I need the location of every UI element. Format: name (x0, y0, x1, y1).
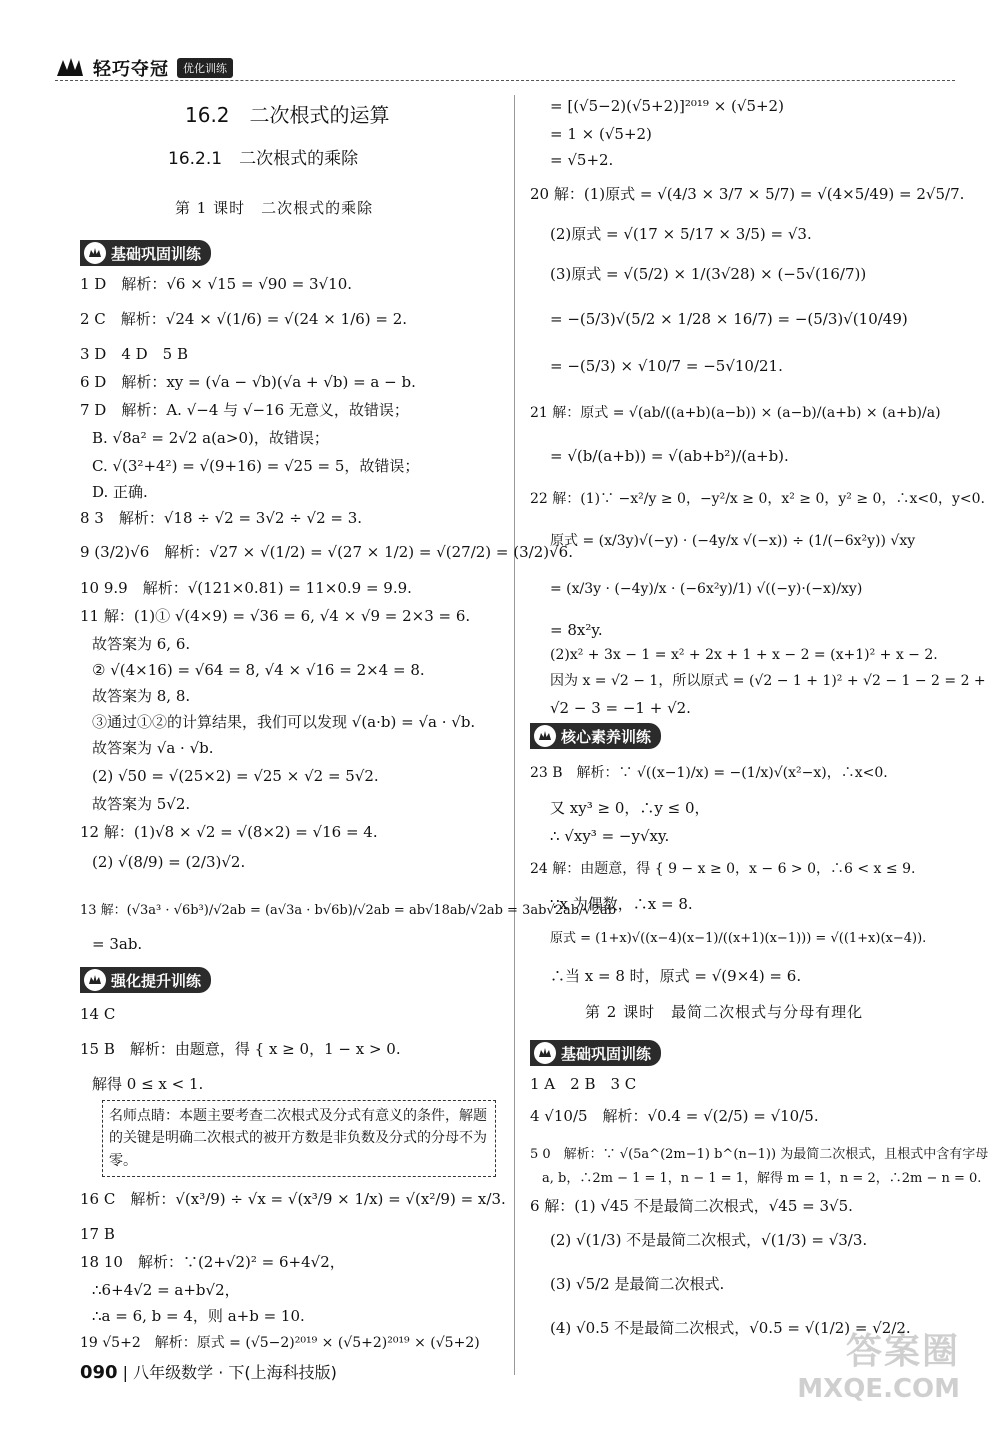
answer-line: 23 B 解析：∵ √((x−1)/x) = −(1/x)√(x²−x)，∴x<0. (530, 765, 888, 781)
answer-line: ∴6+4√2 = a+b√2， (92, 1281, 240, 1299)
answer-line: a, b，∴2m − 1 = 1，n − 1 = 1，解得 m = 1，n = 2，∴2m − n = 0. (542, 1171, 982, 1186)
answer-line: 故答案为 8, 8. (92, 687, 191, 705)
answer-line: 6 D 解析：xy = (√a − √b)(√a + √b) = a − b. (80, 373, 416, 391)
answer-line: 1 A 2 B 3 C (530, 1075, 637, 1093)
lesson-title: 第 2 课时 最简二次根式与分母有理化 (585, 1003, 864, 1021)
answer-line: 16 C 解析：√(x³/9) ÷ √x = √(x³/9 × 1/x) = √(x²/9) = x/3. (80, 1190, 506, 1208)
answer-line: = −(5/3) × √10/7 = −5√10/21. (550, 357, 783, 375)
crown-icon (84, 242, 106, 264)
tip-note-box: 名师点睛：本题主要考查二次根式及分式有意义的条件，解题的关键是明确二次根式的被开方数是非负数及分式的分母不为零。 (102, 1100, 496, 1177)
banner-label: 强化提升训练 (111, 971, 202, 990)
answer-line: (2)原式 = √(17 × 5/17 × 3/5) = √3. (550, 225, 812, 243)
answer-line: 19 √5+2 解析：原式 = (√5−2)²⁰¹⁹ × (√5+2)²⁰¹⁹ × (√5+2) (80, 1335, 480, 1351)
answer-line: 21 解：原式 = √(ab/((a+b)(a−b)) × (a−b)/(a+b) × (a+b)/a) (530, 405, 941, 421)
page-number: 090 (80, 1362, 118, 1383)
banner-label: 基础巩固训练 (111, 244, 202, 263)
answer-line: 10 9.9 解析：√(121×0.81) = 11×0.9 = 9.9. (80, 579, 412, 597)
answer-line: ∴a = 6, b = 4，则 a+b = 10. (92, 1307, 305, 1325)
answer-line: √2 − 3 = −1 + √2. (550, 699, 691, 717)
answer-line: (2)x² + 3x − 1 = x² + 2x + 1 + x − 2 = (x+1)² + x − 2. (550, 647, 938, 663)
answer-line: 15 B 解析：由题意，得 { x ≥ 0，1 − x > 0. (80, 1040, 401, 1058)
answer-line: 因为 x = √2 − 1，所以原式 = (√2 − 1 + 1)² + √2 − 1 − 2 = 2 + (550, 673, 986, 689)
answer-line: = √(b/(a+b)) = √(ab+b²)/(a+b). (550, 447, 789, 465)
answer-line: 18 10 解析：∵(2+√2)² = 6+4√2， (80, 1253, 345, 1271)
answer-line: ② √(4×16) = √64 = 8, √4 × √16 = 2×4 = 8. (92, 661, 425, 679)
answer-line: 9 (3/2)√6 解析：√27 × √(1/2) = √(27 × 1/2) = √(27/2) = (3/2)√6. (80, 543, 573, 561)
site-watermark (797, 1323, 960, 1404)
column-divider (514, 95, 515, 1375)
answer-line: (2) √50 = √(25×2) = √25 × √2 = 5√2. (92, 767, 379, 785)
crown-icon (534, 725, 556, 747)
footer-separator: | (122, 1363, 134, 1382)
page-footer (80, 1360, 337, 1383)
subsection-title: 16.2.1 二次根式的乘除 (168, 149, 359, 169)
answer-line: = −(5/3)√(5/2 × 1/28 × 16/7) = −(5/3)√(10/49) (550, 310, 908, 328)
answer-line: 3 D 4 D 5 B (80, 345, 189, 363)
brand-logo-icon (55, 56, 85, 80)
brand-name: 轻巧夺冠 (93, 59, 169, 80)
answer-line: 故答案为 5√2. (92, 795, 191, 813)
answer-line: = 3ab. (92, 935, 143, 953)
answer-line: B. √8a² = 2√2 a(a>0)，故错误； (92, 429, 329, 447)
answer-line: (2) √(1/3) 不是最简二次根式，√(1/3) = √3/3. (550, 1231, 868, 1249)
watermark-url: MXQE.COM (797, 1374, 960, 1404)
banner-core-literacy (530, 723, 661, 749)
answer-line: 14 C (80, 1005, 116, 1023)
answer-line: ∴当 x = 8 时，原式 = √(9×4) = 6. (550, 967, 802, 985)
header-rule (55, 80, 955, 81)
banner-basic-training (80, 240, 211, 266)
answer-line: 7 D 解析：A. √−4 与 √−16 无意义，故错误； (80, 401, 409, 419)
answer-line: (3) √5/2 是最简二次根式. (550, 1275, 725, 1293)
series-badge: 优化训练 (177, 58, 233, 78)
answer-line: (3)原式 = √(5/2) × 1/(3√28) × (−5√(16/7)) (550, 265, 867, 283)
answer-line: 原式 = (x/3y)√(−y) · (−4y/x √(−x)) ÷ (1/(−6x²y)) √xy (550, 533, 916, 549)
answer-line: 2 C 解析：√24 × √(1/6) = √(24 × 1/6) = 2. (80, 310, 408, 328)
section-title: 16.2 二次根式的运算 (185, 103, 390, 127)
answer-line: 1 D 解析：√6 × √15 = √90 = 3√10. (80, 275, 352, 293)
answer-line: 故答案为 √a · √b. (92, 739, 214, 757)
answer-line: D. 正确. (92, 483, 148, 501)
book-title: 八年级数学 · 下(上海科技版) (133, 1363, 337, 1382)
answer-line: 20 解：(1)原式 = √(4/3 × 3/7 × 5/7) = √(4×5/49) = 2√5/7. (530, 185, 965, 203)
crown-icon (84, 969, 106, 991)
answer-line: = 8x²y. (550, 621, 603, 639)
banner-basic-training (530, 1040, 661, 1066)
answer-line: 原式 = (1+x)√((x−4)(x−1)/((x+1)(x−1))) = √((1+x)(x−4)). (550, 931, 927, 946)
answer-line: ③通过①②的计算结果，我们可以发现 √(a·b) = √a · √b. (92, 713, 476, 731)
banner-label: 基础巩固训练 (561, 1044, 652, 1063)
answer-line: 4 √10/5 解析：√0.4 = √(2/5) = √10/5. (530, 1107, 819, 1125)
lesson-title: 第 1 课时 二次根式的乘除 (175, 199, 374, 217)
answer-line: 24 解：由题意，得 { 9 − x ≥ 0，x − 6 > 0，∴6 < x ≤ 9. (530, 861, 916, 877)
answer-line: 22 解：(1)∵ −x²/y ≥ 0，−y²/x ≥ 0，x² ≥ 0，y² ≥ 0，∴x<0，y<0. (530, 491, 985, 507)
answer-line: (4) √0.5 不是最简二次根式，√0.5 = √(1/2) = √2/2. (550, 1319, 911, 1337)
banner-advanced-training (80, 967, 211, 993)
answer-line: 8 3 解析：√18 ÷ √2 = 3√2 ÷ √2 = 3. (80, 509, 363, 527)
answer-line: = [(√5−2)(√5+2)]²⁰¹⁹ × (√5+2) (550, 97, 784, 115)
answer-line: 11 解：(1)① √(4×9) = √36 = 6, √4 × √9 = 2×3 = 6. (80, 607, 471, 625)
answer-line: 17 B (80, 1225, 115, 1243)
answer-line: = (x/3y · (−4y)/x · (−6x²y)/1) √((−y)·(−x)/xy) (550, 581, 863, 597)
answer-line: C. √(3²+4²) = √(9+16) = √25 = 5，故错误； (92, 457, 420, 475)
watermark-text: 答案圈 (845, 1331, 960, 1372)
answer-line: 5 0 解析：∵ √(5a^(2m−1) b^(n−1)) 为最简二次根式，且根式中含有字母 (530, 1147, 989, 1162)
answer-line: = 1 × (√5+2) (550, 125, 652, 143)
answer-line: 故答案为 6, 6. (92, 635, 191, 653)
answer-line: = √5+2. (550, 151, 614, 169)
banner-label: 核心素养训练 (561, 727, 652, 746)
answer-line: 12 解：(1)√8 × √2 = √(8×2) = √16 = 4. (80, 823, 378, 841)
answer-line: (2) √(8/9) = (2/3)√2. (92, 853, 246, 871)
crown-icon (534, 1042, 556, 1064)
answer-line: ∴ √xy³ = −y√xy. (550, 827, 670, 845)
answer-line: 解得 0 ≤ x < 1. (92, 1075, 204, 1093)
answer-line: ∵x 为偶数，∴x = 8. (550, 895, 693, 913)
answer-line: 6 解：(1) √45 不是最简二次根式，√45 = 3√5. (530, 1197, 853, 1215)
answer-line: 13 解：(√3a³ · √6b³)/√2ab = (a√3a · b√6b)/√2ab = ab√18ab/√2ab = 3ab√2ab/√2ab (80, 903, 617, 918)
answer-line: 又 xy³ ≥ 0，∴y ≤ 0， (550, 799, 710, 817)
